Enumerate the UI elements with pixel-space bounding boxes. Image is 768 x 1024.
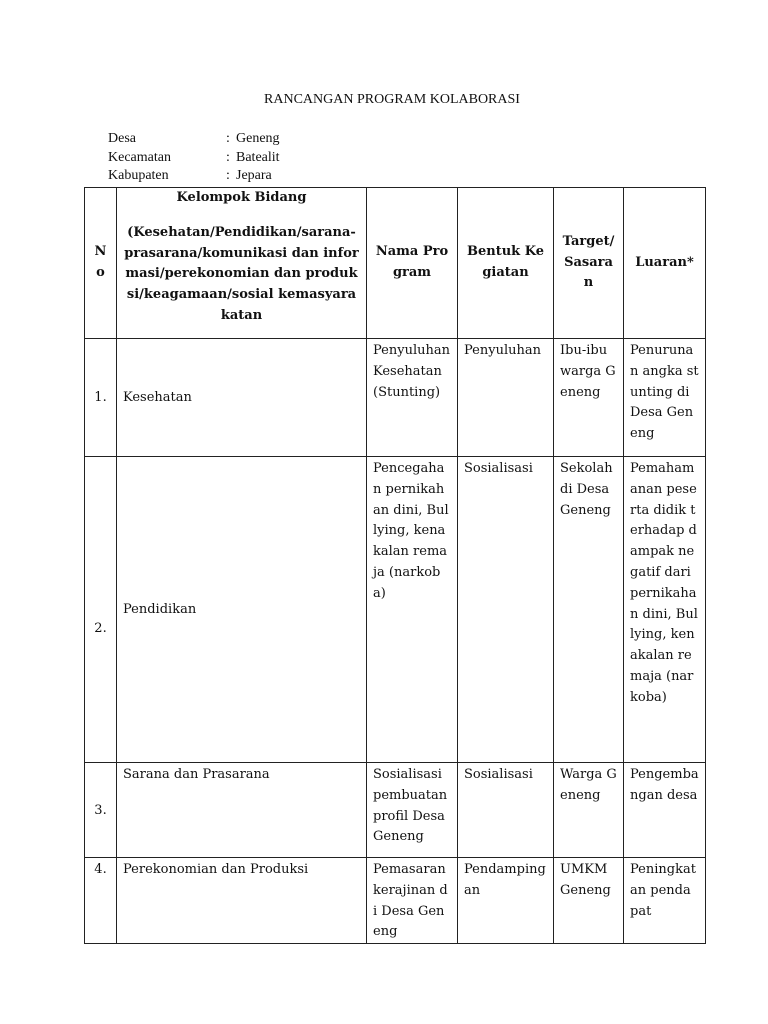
- cell-luaran: Pengembangan desa: [624, 763, 706, 858]
- cell-bentuk: Sosialisasi: [458, 763, 554, 858]
- cell-luaran: Penurunan angka stunting di Desa Geneng: [624, 339, 706, 457]
- meta-row-kabupaten: [108, 167, 280, 186]
- header-bentuk-kegiatan: Bentuk Kegiatan: [458, 188, 554, 339]
- cell-target: Warga Geneng: [554, 763, 624, 858]
- meta-value: Geneng: [236, 131, 280, 146]
- table-row: [85, 858, 706, 944]
- cell-bentuk: Sosialisasi: [458, 457, 554, 763]
- meta-label: Kecamatan: [108, 149, 171, 165]
- table-row: [85, 763, 706, 858]
- cell-target: Ibu-ibu warga Geneng: [554, 339, 624, 457]
- cell-target: UMKM Geneng: [554, 858, 624, 944]
- location-info: [108, 130, 280, 186]
- meta-label: Kabupaten: [108, 168, 169, 183]
- header-nama-program: Nama Program: [367, 188, 458, 339]
- header-target-sasaran: Target/ Sasaran: [554, 188, 624, 339]
- cell-bidang: Perekonomian dan Produksi: [117, 858, 367, 944]
- meta-colon: :: [226, 131, 230, 146]
- cell-no: 2.: [85, 457, 117, 763]
- meta-colon: :: [226, 168, 230, 183]
- header-bidang-title: Kelompok Bidang: [176, 190, 307, 205]
- cell-bentuk: Pendampingan: [458, 858, 554, 944]
- table-row: [85, 457, 706, 763]
- meta-value: Batealit: [236, 149, 280, 165]
- cell-target: Sekolah di Desa Geneng: [554, 457, 624, 763]
- header-luaran: Luaran*: [624, 188, 706, 339]
- meta-label: Desa: [108, 131, 136, 146]
- cell-program: Pencegahan pernikahan dini, Bullying, kenakalan remaja (narkoba): [367, 457, 458, 763]
- cell-no: 1.: [85, 339, 117, 457]
- header-no: No: [85, 188, 117, 339]
- cell-no: 4.: [85, 858, 117, 944]
- cell-bidang: Kesehatan: [117, 339, 367, 457]
- cell-bentuk: Penyuluhan: [458, 339, 554, 457]
- table-header-row: [85, 188, 706, 339]
- cell-program: Penyuluhan Kesehatan (Stunting): [367, 339, 458, 457]
- meta-value: Jepara: [236, 168, 272, 183]
- cell-bidang: Sarana dan Prasarana: [117, 763, 367, 858]
- cell-program: Sosialisasi pembuatan profil Desa Geneng: [367, 763, 458, 858]
- table-row: [85, 339, 706, 457]
- program-table: [84, 187, 706, 944]
- cell-luaran: Pemahamanan peserta didik terhadap dampak negatif dari pernikahan dini, Bullying, kenakalan remaja (narkoba): [624, 457, 706, 763]
- cell-no: 3.: [85, 763, 117, 858]
- document-title: RANCANGAN PROGRAM KOLABORASI: [264, 92, 520, 107]
- cell-program: Pemasaran kerajinan di Desa Geneng: [367, 858, 458, 944]
- cell-bidang: Pendidikan: [117, 457, 367, 763]
- header-bidang-detail: (Kesehatan/Pendidikan/sarana-prasarana/komunikasi dan informasi/perekonomian dan produksi/keagamaan/sosial kemasyarakatan: [124, 224, 359, 323]
- cell-luaran: Peningkatan pendapat: [624, 858, 706, 944]
- meta-colon: :: [226, 149, 230, 165]
- header-kelompok-bidang: [117, 188, 367, 339]
- meta-row-kecamatan: [108, 149, 280, 168]
- meta-row-desa: [108, 130, 280, 149]
